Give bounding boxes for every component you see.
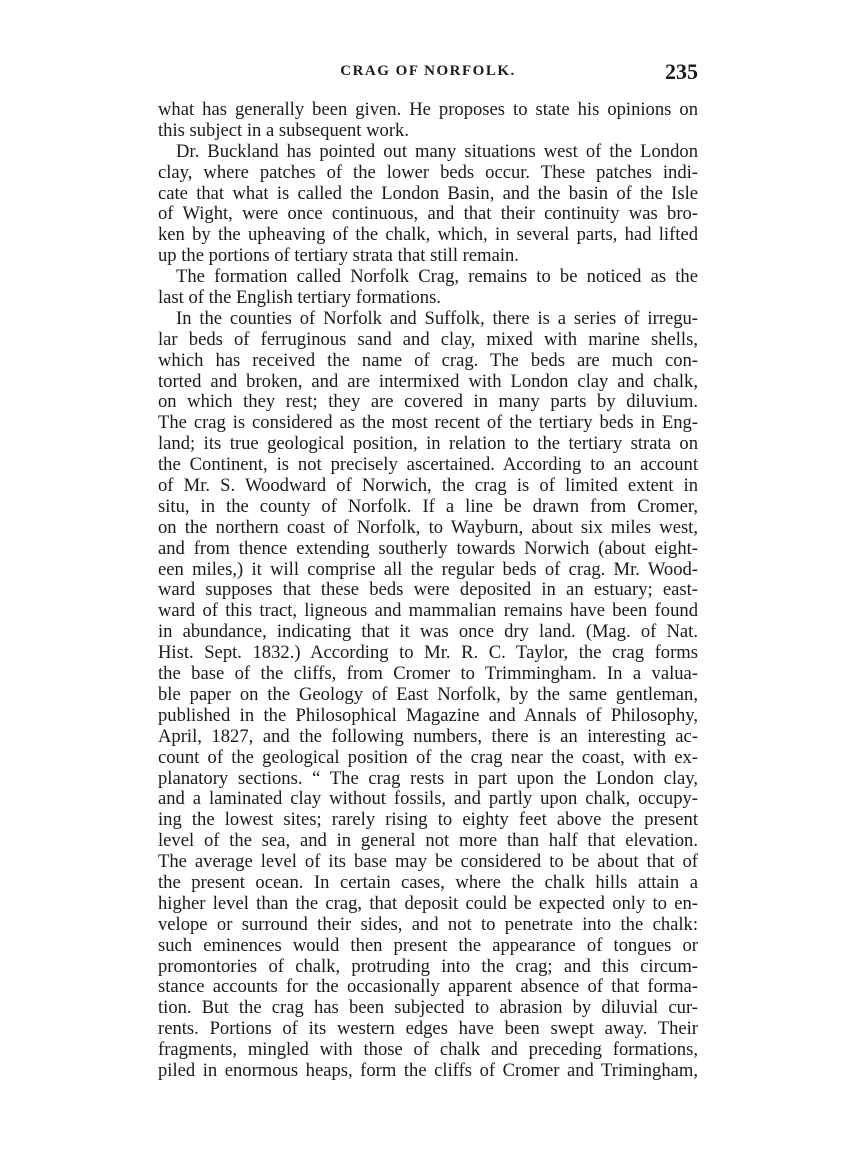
text-line: what has generally been given. He proposes to state his opinions on [158,99,698,120]
text-line: situ, in the county of Norfolk. If a line be drawn from Cromer, [158,495,698,517]
text-line: in abundance, indicating that it was once dry land. (Mag. of Nat. [158,621,698,643]
text-line: ken by the upheaving of the chalk, which, in several parts, had lifted [158,224,698,246]
text-line: Dr. Buckland has pointed out many situations west of the London [176,140,698,162]
text-line: level of the sea, and in general not more than half that elevation. [158,830,698,852]
text-line: count of the geological position of the crag near the coast, with ex- [158,746,698,768]
text-line: promontories of chalk, protruding into the crag; and this circum- [158,955,698,977]
text-line: planatory sections. “ The crag rests in part upon the London clay, [158,767,698,789]
running-title: CRAG OF NORFOLK. [340,63,516,79]
text-line: the base of the cliffs, from Cromer to Trimmingham. In a valua- [158,663,698,685]
text-line: up the portions of tertiary strata that still remain. [158,245,519,267]
text-line: torted and broken, and are intermixed with London clay and chalk, [158,370,698,392]
text-line: this subject in a subsequent work. [158,119,409,141]
text-line: fragments, mingled with those of chalk and preceding formations, [158,1039,698,1061]
text-line: which has received the name of crag. The beds are much con- [158,349,698,371]
text-line: last of the English tertiary formations. [158,287,441,309]
text-line: of Wight, were once continuous, and that their continuity was bro- [158,203,698,225]
text-line: In the counties of Norfolk and Suffolk, there is a series of irregu- [176,307,698,329]
text-line: ward supposes that these beds were deposited in an estuary; east- [158,579,698,601]
text-line: the Continent, is not precisely ascertained. According to an account [158,454,698,476]
text-line: April, 1827, and the following numbers, there is an interesting ac- [158,725,698,747]
text-line: ward of this tract, ligneous and mammalian remains have been found [158,600,698,622]
text-line: the present ocean. In certain cases, where the chalk hills attain a [158,871,698,893]
text-line: een miles,) it will comprise all the regular beds of crag. Mr. Wood- [158,558,698,580]
text-line: The formation called Norfolk Crag, remains to be noticed as the [176,266,698,288]
text-line: on the northern coast of Norfolk, to Wayburn, about six miles west, [158,516,698,538]
running-head [158,59,698,87]
text-line: cate that what is called the London Basin, and the basin of the Isle [158,182,698,204]
text-line: piled in enormous heaps, form the cliffs of Cromer and Trimingham, [158,1059,698,1081]
text-line: and from thence extending southerly towards Norwich (about eight- [158,537,698,559]
body-text [158,100,698,1082]
text-line: Hist. Sept. 1832.) According to Mr. R. C. Taylor, the crag forms [158,642,698,664]
text-line: ing the lowest sites; rarely rising to eighty feet above the present [158,809,698,831]
text-line: and a laminated clay without fossils, and partly upon chalk, occupy- [158,788,698,810]
text-line: The average level of its base may be considered to be about that of [158,851,698,873]
text-line: The crag is considered as the most recent of the tertiary beds in Eng- [158,412,698,434]
text-line: tion. But the crag has been subjected to abrasion by diluvial cur- [158,997,698,1019]
text-line: published in the Philosophical Magazine and Annals of Philosophy, [158,704,698,726]
text-line: velope or surround their sides, and not to penetrate into the chalk: [158,913,698,935]
text-line: clay, where patches of the lower beds occur. These patches indi- [158,161,698,183]
text-line: land; its true geological position, in relation to the tertiary strata on [158,433,698,455]
text-line: such eminences would then present the appearance of tongues or [158,934,698,956]
text-line: rents. Portions of its western edges have been swept away. Their [158,1018,698,1040]
text-line: lar beds of ferruginous sand and clay, mixed with marine shells, [158,328,698,350]
text-line: higher level than the crag, that deposit could be expected only to en- [158,892,698,914]
text-line: ble paper on the Geology of East Norfolk, by the same gentleman, [158,683,698,705]
text-line: on which they rest; they are covered in many parts by diluvium. [158,391,698,413]
text-line: stance accounts for the occasionally apparent absence of that forma- [158,976,698,998]
text-line: of Mr. S. Woodward of Norwich, the crag is of limited extent in [158,475,698,497]
page-number: 235 [665,59,698,84]
